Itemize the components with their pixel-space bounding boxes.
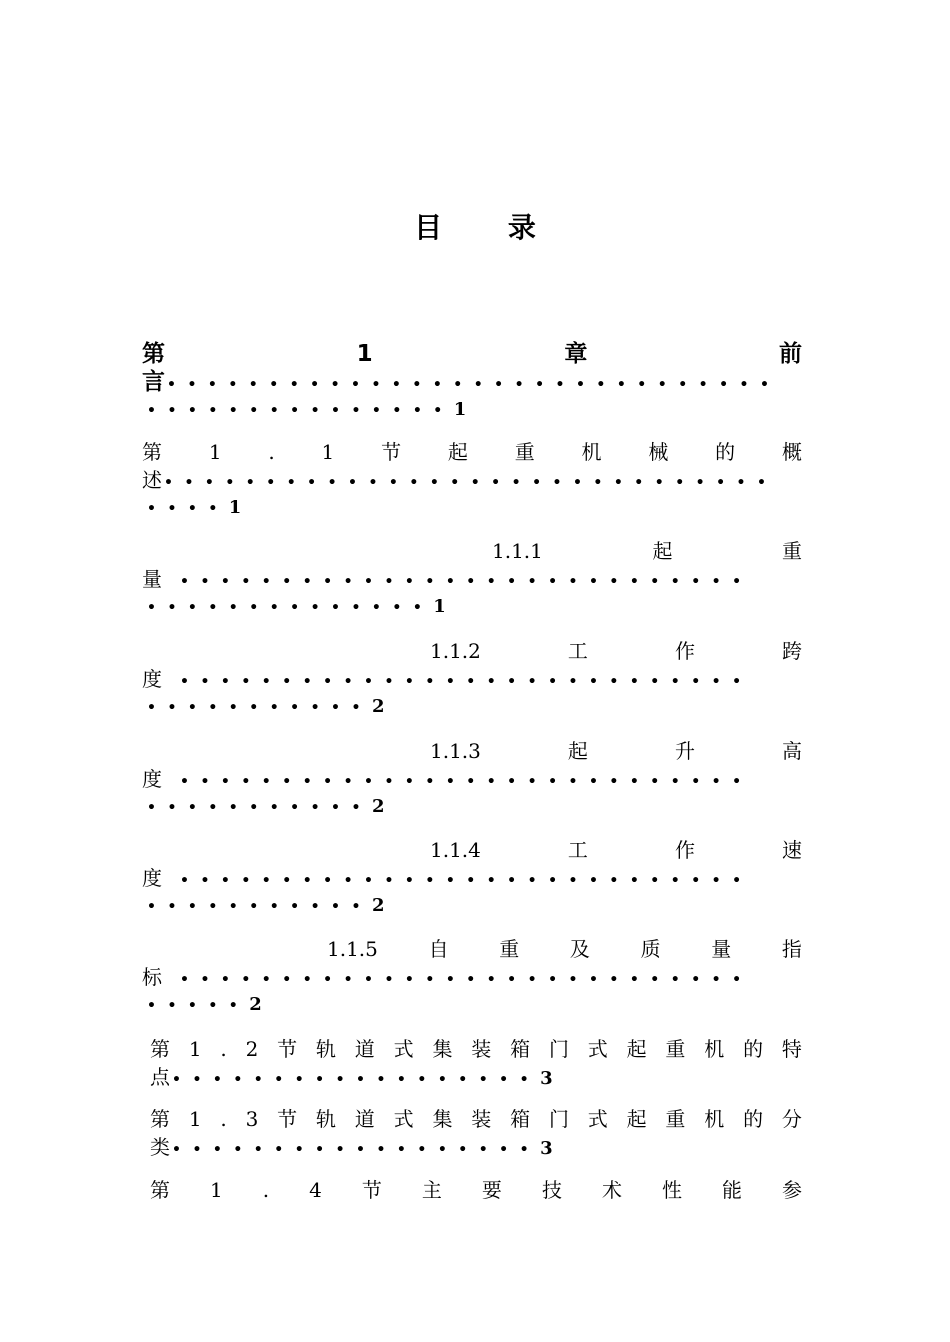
toc-word: .	[268, 440, 275, 464]
toc-word: 量	[142, 567, 180, 591]
dot-leader: ••••••••••••••••••	[172, 1142, 541, 1158]
toc-word: 1.1.2	[430, 639, 481, 663]
toc-entry-page-line	[147, 693, 384, 722]
toc-entry-title-line[interactable]	[327, 935, 802, 963]
toc-word: 第	[150, 1037, 170, 1061]
toc-word: 1	[188, 1107, 202, 1131]
toc-word: 跨	[781, 639, 802, 663]
dot-leader: •••••••••••	[147, 899, 372, 915]
toc-word: 言	[142, 369, 167, 395]
dot-leader: •••••••••••••••	[147, 403, 454, 419]
toc-word: 1.1.3	[430, 739, 481, 763]
toc-entry-title-line[interactable]	[150, 1176, 802, 1204]
toc-word: 性	[661, 1178, 682, 1202]
toc-word: 度	[142, 767, 180, 791]
toc-word: 起	[626, 1107, 647, 1131]
toc-word: 道	[354, 1107, 375, 1131]
toc-word: .	[262, 1178, 270, 1202]
toc-entry-leader-line	[150, 1063, 553, 1094]
toc-word: 1.1.4	[430, 838, 481, 862]
toc-entry-leader-line	[142, 368, 780, 399]
toc-word: 节	[381, 440, 402, 464]
toc-word: 门	[548, 1037, 569, 1061]
page-number: 2	[371, 895, 385, 916]
dot-leader: ••••••••••••••••••••••••••••	[180, 873, 753, 889]
toc-word: 装	[471, 1037, 492, 1061]
toc-word: 2	[245, 1037, 259, 1061]
toc-word: 械	[648, 440, 669, 464]
toc-word: 技	[541, 1178, 562, 1202]
toc-word: 节	[277, 1037, 298, 1061]
toc-word: 的	[743, 1037, 764, 1061]
dot-leader: ••••••••••••••••••••••••••••••	[167, 377, 781, 393]
toc-word: 工	[567, 838, 588, 862]
toc-word: 自	[428, 937, 449, 961]
toc-word: 机	[704, 1037, 725, 1061]
toc-word: 重	[665, 1037, 686, 1061]
toc-word: .	[220, 1037, 227, 1061]
toc-word: 起	[652, 539, 673, 563]
page-number: 2	[371, 696, 385, 717]
toc-entry-leader-line	[142, 765, 753, 796]
page-number: 2	[249, 994, 262, 1015]
toc-word: 起	[626, 1037, 647, 1061]
toc-word: 式	[393, 1107, 414, 1131]
page-number: 2	[371, 796, 385, 817]
page-number: 3	[540, 1068, 553, 1089]
toc-word: 式	[587, 1037, 608, 1061]
toc-word: 第	[142, 341, 165, 367]
toc-word: 作	[674, 639, 695, 663]
toc-word: 的	[743, 1107, 764, 1131]
toc-entry-title-line[interactable]	[430, 737, 802, 765]
toc-entry-page-line	[147, 892, 384, 921]
dot-leader: ••••••••••••••••••••••••••••••	[164, 475, 778, 491]
toc-word: 1	[356, 341, 373, 367]
toc-word: 装	[471, 1107, 492, 1131]
toc-word: 第	[150, 1178, 170, 1202]
toc-word: 1.1.1	[492, 539, 543, 563]
toc-word: 式	[587, 1107, 608, 1131]
dot-leader: •••••	[147, 998, 250, 1014]
page-number: 1	[453, 399, 467, 420]
toc-entry-page-line	[147, 991, 262, 1020]
toc-word: 箱	[510, 1037, 531, 1061]
toc-word: 术	[601, 1178, 622, 1202]
toc-word: 工	[567, 639, 588, 663]
toc-entry-title-line[interactable]	[142, 340, 802, 368]
toc-word: 述	[142, 468, 164, 492]
toc-word: 箱	[510, 1107, 531, 1131]
toc-entry-leader-line	[142, 864, 753, 895]
toc-word: 主	[421, 1178, 442, 1202]
toc-word: 集	[432, 1107, 453, 1131]
toc-word: 的	[715, 440, 736, 464]
toc-entry-leader-line	[142, 565, 753, 596]
toc-word: 机	[581, 440, 602, 464]
toc-word: 节	[277, 1107, 298, 1131]
toc-entry-leader-line	[142, 665, 753, 696]
toc-entry-title-line[interactable]	[150, 1035, 802, 1063]
toc-word: 点	[150, 1065, 172, 1089]
toc-entry-title-line[interactable]	[492, 537, 802, 565]
toc-word: .	[220, 1107, 227, 1131]
toc-entry-title-line[interactable]	[150, 1105, 802, 1133]
toc-entry-page-line	[147, 793, 384, 822]
toc-word: 1	[321, 440, 335, 464]
toc-word: 概	[781, 440, 802, 464]
toc-word: 起	[567, 739, 588, 763]
toc-word: 作	[674, 838, 695, 862]
toc-word: 度	[142, 667, 180, 691]
toc-entry-title-line[interactable]	[142, 438, 802, 466]
toc-word: 及	[569, 937, 590, 961]
toc-word: 3	[245, 1107, 259, 1131]
toc-entry-title-line[interactable]	[430, 836, 802, 864]
dot-leader: ••••	[147, 501, 229, 517]
toc-entry-title-line[interactable]	[430, 637, 802, 665]
toc-word: 第	[142, 440, 162, 464]
toc-word: 集	[432, 1037, 453, 1061]
toc-word: 质	[640, 937, 661, 961]
toc-entry-page-line	[147, 593, 446, 622]
toc-word: 第	[150, 1107, 170, 1131]
toc-word: 指	[781, 937, 802, 961]
dot-leader: ••••••••••••••••••	[172, 1072, 541, 1088]
toc-word: 1.1.5	[327, 937, 378, 961]
toc-entry-leader-line	[142, 466, 777, 497]
toc-word: 要	[481, 1178, 502, 1202]
page-number: 1	[433, 596, 446, 617]
dot-leader: •••••••••••	[147, 700, 372, 716]
toc-word: 分	[781, 1107, 802, 1131]
dot-leader: ••••••••••••••••••••••••••••	[180, 972, 753, 988]
toc-word: 量	[711, 937, 732, 961]
toc-entry-page-line	[147, 396, 466, 425]
toc-word: 重	[499, 937, 520, 961]
toc-word: 轨	[315, 1037, 336, 1061]
toc-word: 速	[781, 838, 802, 862]
toc-entry-leader-line	[142, 963, 753, 994]
toc-word: 章	[564, 341, 588, 367]
dot-leader: •••••••••••	[147, 800, 372, 816]
toc-entry-leader-line	[150, 1133, 553, 1164]
dot-leader: ••••••••••••••••••••••••••••	[180, 574, 753, 590]
toc-word: 前	[778, 341, 802, 367]
page-title: 目 录	[414, 211, 564, 244]
toc-word: 重	[514, 440, 535, 464]
toc-word: 能	[721, 1178, 742, 1202]
toc-word: 1	[188, 1037, 202, 1061]
toc-word: 重	[665, 1107, 686, 1131]
toc-word: 度	[142, 866, 180, 890]
toc-entry-page-line	[147, 494, 241, 523]
page-number: 3	[540, 1138, 553, 1159]
toc-word: 高	[781, 739, 802, 763]
toc-word: 4	[309, 1178, 322, 1202]
toc-word: 1	[208, 440, 222, 464]
toc-word: 重	[781, 539, 802, 563]
toc-word: 式	[393, 1037, 414, 1061]
dot-leader: ••••••••••••••	[147, 600, 434, 616]
dot-leader: ••••••••••••••••••••••••••••	[180, 674, 753, 690]
page-number: 1	[228, 497, 242, 518]
toc-word: 参	[782, 1178, 802, 1202]
toc-word: 节	[361, 1178, 382, 1202]
toc-word: 轨	[315, 1107, 336, 1131]
toc-word: 特	[781, 1037, 802, 1061]
toc-word: 机	[704, 1107, 725, 1131]
toc-word: 1	[210, 1178, 223, 1202]
toc-word: 升	[674, 739, 695, 763]
toc-word: 门	[548, 1107, 569, 1131]
toc-word: 类	[150, 1135, 172, 1159]
toc-word: 标	[142, 965, 180, 989]
toc-word: 道	[354, 1037, 375, 1061]
toc-word: 起	[447, 440, 468, 464]
dot-leader: ••••••••••••••••••••••••••••	[180, 774, 753, 790]
